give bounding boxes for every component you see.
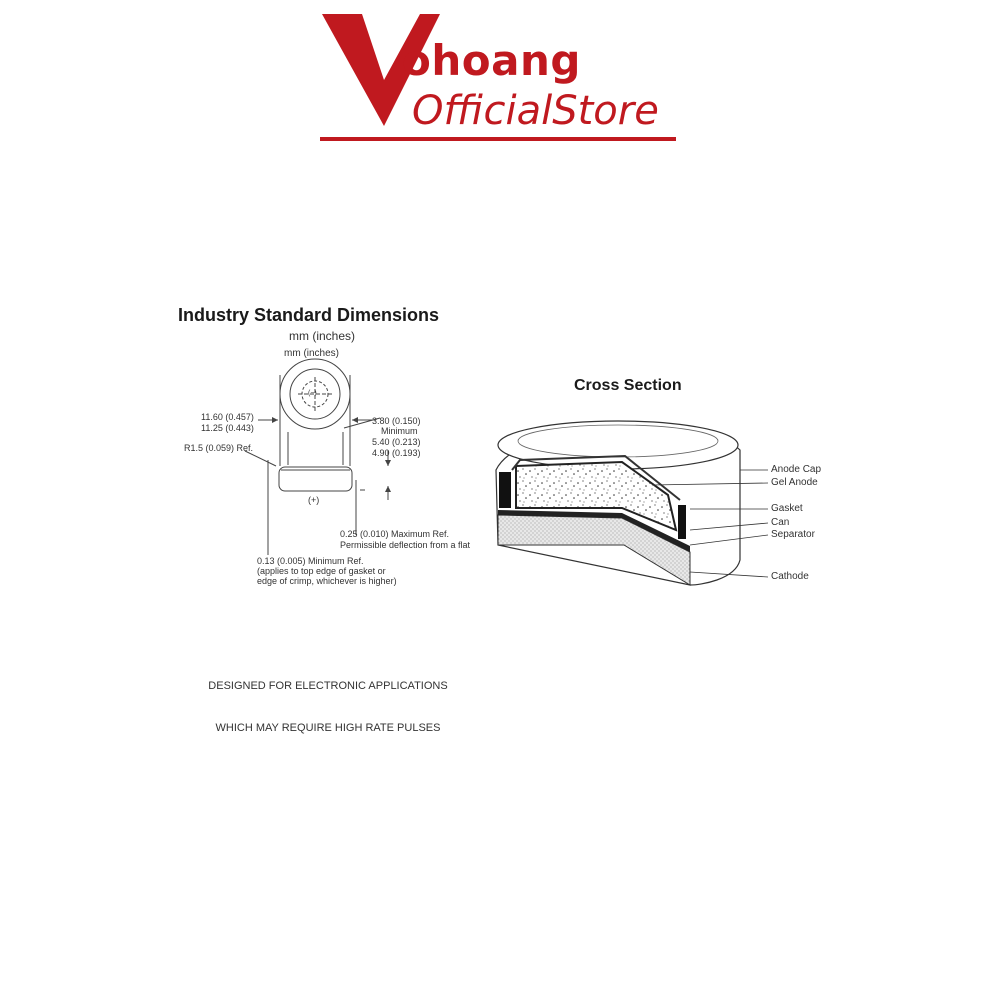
dim-deflection-line1: 0.25 (0.010) Maximum Ref. xyxy=(340,529,450,539)
label-separator: Separator xyxy=(771,529,815,540)
dim-radius: R1.5 (0.059) Ref. xyxy=(184,443,254,453)
label-cathode: Cathode xyxy=(771,571,809,582)
dimensions-units-top: mm (inches) xyxy=(284,348,340,359)
label-gel-anode: Gel Anode xyxy=(771,477,818,488)
dim-gasket-line3: edge of crimp, whichever is higher) xyxy=(257,576,397,586)
dim-diameter-min: 11.25 (0.443) xyxy=(201,423,254,433)
cross-section-gasket-left xyxy=(499,472,511,508)
cross-section-gasket-right xyxy=(678,505,686,539)
brand-tagline: OfficialStore xyxy=(412,88,659,134)
dim-negative-diameter-note: Minimum xyxy=(381,426,418,436)
application-note-line2: WHICH MAY REQUIRE HIGH RATE PULSES xyxy=(215,722,441,734)
dim-height-min: 4.90 (0.193) xyxy=(372,448,421,458)
dimensions-units: mm (inches) xyxy=(289,329,356,343)
dim-negative-diameter: 3.80 (0.150) xyxy=(372,416,421,426)
dim-deflection-line2: Permissible deflection from a flat xyxy=(340,540,471,550)
brand-name: ohoang xyxy=(402,36,581,85)
negative-terminal-mark: (−) xyxy=(308,390,317,397)
positive-terminal-mark: (+) xyxy=(308,495,320,505)
dim-gasket-line2: (applies to top edge of gasket or xyxy=(257,566,386,576)
application-note xyxy=(0,651,656,749)
label-anode-cap: Anode Cap xyxy=(771,464,822,475)
label-gasket: Gasket xyxy=(771,503,803,514)
application-note-line1: DESIGNED FOR ELECTRONIC APPLICATIONS xyxy=(208,680,448,692)
dim-diameter-max: 11.60 (0.457) xyxy=(201,412,254,422)
dim-height-max: 5.40 (0.213) xyxy=(372,437,421,447)
label-can: Can xyxy=(771,517,790,528)
dim-gasket-line1: 0.13 (0.005) Minimum Ref. xyxy=(257,556,364,566)
cross-section-title: Cross Section xyxy=(574,377,682,394)
dimensions-title: Industry Standard Dimensions xyxy=(178,305,440,325)
